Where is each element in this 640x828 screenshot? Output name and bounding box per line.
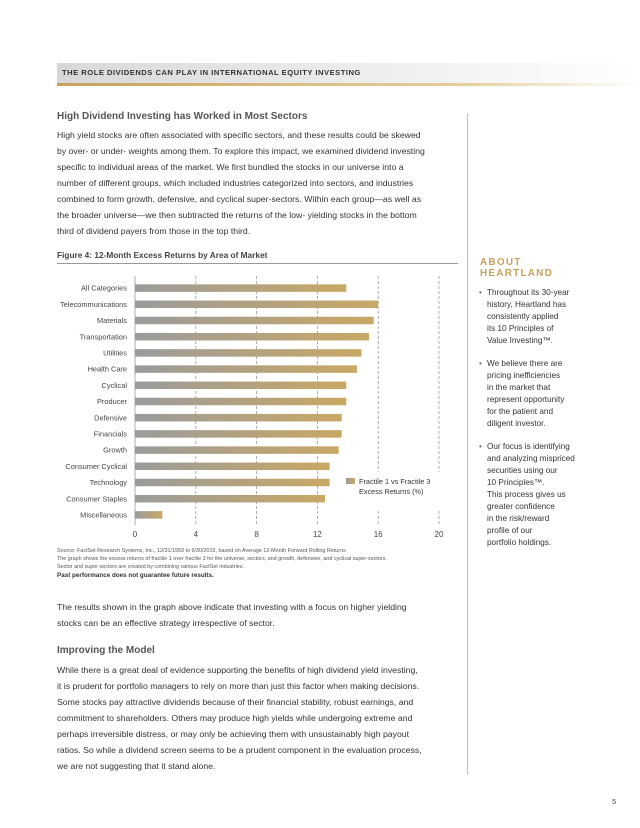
bar	[135, 398, 346, 406]
category-label: Consumer Staples	[66, 494, 127, 504]
bar	[135, 284, 346, 292]
sidebar-list	[479, 287, 599, 560]
legend-label: Excess Returns (%)	[359, 487, 424, 496]
category-label: Transportation	[79, 332, 127, 342]
sidebar-line: greater confidence	[487, 502, 555, 511]
sidebar-line: in the risk/reward	[487, 514, 550, 523]
bar	[135, 414, 342, 422]
sidebar-line: This process gives us	[487, 490, 566, 499]
improving-paragraph	[57, 662, 457, 774]
bar	[135, 365, 357, 373]
text-line: specific to individual areas of the market. We first bundled the stocks in our universe into a	[57, 162, 404, 172]
running-header-title: THE ROLE DIVIDENDS CAN PLAY IN INTERNATIONAL EQUITY INVESTING	[62, 68, 361, 77]
text-line: ratios. So while a dividend screen seems to be a prudent component in the evaluation process,	[57, 745, 422, 755]
bar	[135, 446, 339, 454]
bar	[135, 333, 369, 341]
bar	[135, 479, 330, 487]
x-tick-label: 12	[312, 530, 322, 539]
header-accent-line	[57, 83, 640, 86]
excess-returns-bar-chart	[57, 270, 457, 540]
bar	[135, 301, 378, 309]
intro-paragraph	[57, 127, 457, 239]
text-line: commitment to shareholders. Others may produce high yields while undergoing extreme and	[57, 713, 413, 723]
figure-source-note	[57, 547, 462, 580]
sidebar-line: • Throughout its 30-year	[487, 288, 570, 297]
bar	[135, 349, 361, 357]
text-line: number of different groups, which included industries categorized into sectors, and industries	[57, 178, 414, 188]
sidebar-line: pricing inefficiencies	[487, 371, 561, 380]
bar	[135, 430, 342, 438]
legend-swatch	[346, 478, 355, 484]
text-line: High yield stocks are often associated with specific sectors, and these results could be skewed	[57, 130, 421, 140]
text-line: perhaps irreversible distress, or may only be achieving them with unsustainably high payout	[57, 729, 410, 739]
x-tick-label: 8	[254, 530, 259, 539]
sidebar-line: securities using our	[487, 466, 558, 475]
sidebar-item	[479, 358, 599, 430]
section-heading-dividends: High Dividend Investing has Worked in Most Sectors	[57, 111, 308, 122]
text-line: third of dividend payers from those in the top third.	[57, 226, 251, 236]
x-tick-label: 4	[193, 530, 199, 539]
section-heading-improving: Improving the Model	[57, 645, 155, 656]
legend-label: Fractile 1 vs Fractile 3	[359, 477, 431, 486]
sidebar-line: consistently applied	[487, 312, 559, 321]
sidebar-line: and analyzing mispriced	[487, 454, 575, 463]
category-label: Technology	[89, 478, 127, 488]
figure-title: Figure 4: 12-Month Excess Returns by Area of Market	[57, 250, 268, 260]
sidebar-line: • We believe there are	[487, 359, 563, 368]
sidebar-line: in the market that	[487, 383, 551, 392]
source-line: Source: FactSet Research Systems, Inc., 12/31/1993 to 6/30/2015, based on Average 12-Month Forward Rolling Returns	[57, 548, 346, 554]
column-divider	[467, 113, 468, 775]
sidebar-title	[480, 257, 600, 279]
sidebar-line: its 10 Principles of	[487, 324, 554, 333]
text-line: we are not suggesting that it stand alone.	[57, 761, 216, 771]
text-line: Some stocks pay attractive dividends because of their financial stability, robust earnings, and	[57, 697, 414, 707]
x-tick-label: 0	[132, 530, 138, 539]
text-line: While there is a great deal of evidence supporting the benefits of high dividend yield investing,	[57, 665, 418, 675]
category-label: Utilities	[103, 348, 127, 358]
sidebar-item	[479, 441, 599, 549]
category-label: Telecommunications	[60, 299, 127, 309]
sidebar-item	[479, 287, 599, 347]
category-label: Financials	[93, 429, 127, 439]
sidebar-line: 10 Principles™.	[487, 478, 545, 487]
source-line: The graph shows the excess returns of fractile 1 over fractile 3 for the universe, sectors, and growth, defensive, and cyclical super-sectors.	[57, 556, 387, 562]
sidebar-title-line: HEARTLAND	[480, 268, 554, 279]
figure-rule	[57, 263, 458, 264]
sidebar-line: profile of our	[487, 526, 533, 535]
text-line: stocks can be an effective strategy irrespective of sector.	[57, 618, 275, 628]
text-line: The results shown in the graph above indicate that investing with a focus on higher yielding	[57, 602, 407, 612]
sidebar-line: portfolio holdings.	[487, 538, 552, 547]
category-label: All Categories	[80, 283, 127, 293]
text-line: combined to form growth, defensive, and cyclical super-sectors. Within each group—as well as	[57, 194, 422, 204]
bar	[135, 463, 330, 471]
chart-legend	[337, 472, 457, 510]
text-line: the broader universe—we then subtracted the returns of the low- yielding stocks in the bottom	[57, 210, 417, 220]
sidebar-line: Value Investing™.	[487, 336, 553, 345]
category-label: Health Care	[87, 364, 127, 374]
category-label: Miscellaneous	[80, 510, 127, 520]
category-label: Cyclical	[101, 380, 127, 390]
category-label: Growth	[103, 445, 127, 455]
performance-disclaimer: Past performance does not guarantee future results.	[57, 572, 214, 579]
results-paragraph	[57, 599, 457, 631]
text-line: it is prudent for portfolio managers to rely on more than just this factor when making decisions.	[57, 681, 420, 691]
x-tick-label: 20	[434, 530, 444, 539]
bar	[135, 511, 162, 519]
sidebar-line: for the patient and	[487, 407, 554, 416]
sidebar-line: diligent investor.	[487, 419, 546, 428]
page-number: 5	[612, 797, 617, 806]
sidebar-line: history, Heartland has	[487, 300, 567, 309]
bar	[135, 495, 325, 503]
sidebar-line: • Our focus is identifying	[487, 442, 570, 451]
category-label: Consumer Cyclical	[65, 461, 127, 471]
sidebar-line: represent opportunity	[487, 395, 565, 404]
bar	[135, 317, 374, 325]
category-label: Defensive	[94, 413, 127, 423]
category-label: Producer	[97, 397, 127, 407]
bar	[135, 382, 346, 390]
category-label: Materials	[97, 316, 127, 326]
sidebar-title-line: ABOUT	[480, 257, 522, 268]
running-header	[57, 63, 640, 83]
x-tick-label: 16	[373, 530, 383, 539]
text-line: by over- or under- weights among them. To explore this impact, we examined dividend investing	[57, 146, 425, 156]
source-line: Sector and super sectors are created by combining various FactSet industries.	[57, 564, 244, 570]
